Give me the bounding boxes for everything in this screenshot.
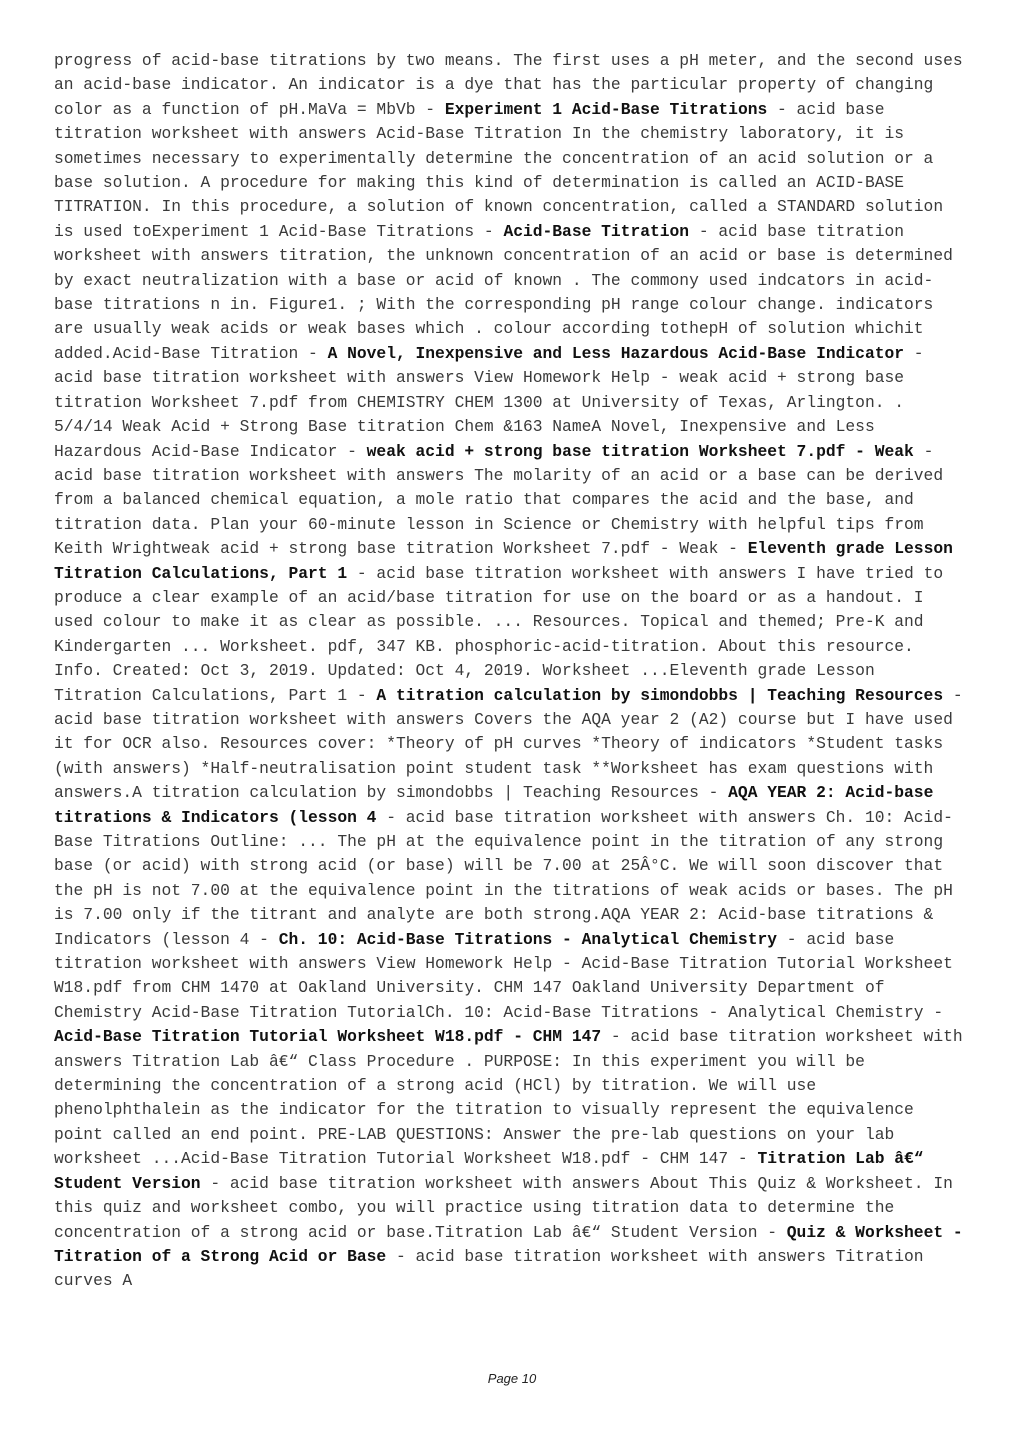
text-segment: - acid base titration worksheet with answers Titration Lab â€“ Class Procedure . PURPOSE: In this experiment you will be determining the concentration of a strong acid (HCl) by titration. We will use phenolphthalein as the indicator for the titration to visually represent the equivalence point called an end point. PRE-LAB QUESTIONS: Answer the pre-lab questions on your lab worksheet ...Acid-Base Titration Tutorial Worksheet W18.pdf - CHM 147 -: [54, 1027, 963, 1169]
text-segment: - acid base titration worksheet with answers Covers the AQA year 2 (A2) course but I have used it for OCR also. Resources cover: *Theory of pH curves *Theory of indicators *Student tasks (with answers) *Half-neutralisation point student task **Worksheet has exam questions with answers.A titration calculation by simondobbs | Teaching Resources -: [54, 685, 963, 803]
text-segment: - acid base titration worksheet with answers The molarity of an acid or a base can be derived from a balanced chemical equation, a mole ratio that compares the acid and the base, and titration data. Plan your 60-minute lesson in Science or Chemistry with helpful tips from Keith Wrightweak acid + strong base titration Worksheet 7.pdf - Weak -: [54, 441, 944, 559]
text-segment: - acid base titration worksheet with answers Acid-Base Titration In the chemistry laboratory, it is sometimes necessary to experimentally determine the concentration of an acid solution or a base solution. A procedure for making this kind of determination is called an ACID-BASE TITRATION. In this procedure, a solution of known concentration, called a STANDARD solution is used toExperiment 1 Acid-Base Titrations -: [54, 99, 944, 241]
text-segment: - acid base titration worksheet with answers About This Quiz & Worksheet. In this quiz and worksheet combo, you will practice using titration data to determine the concentration of a strong acid or base.Titration Lab â€“ Student Version -: [54, 1173, 953, 1242]
bold-heading: weak acid + strong base titration Worksheet 7.pdf - Weak: [366, 441, 914, 461]
text-segment: - acid base titration worksheet with answers View Homework Help - weak acid + strong base titration Worksheet 7.pdf from CHEMISTRY CHEM 1300 at University of Texas, Arlington. . 5/4/14 Weak Acid + Strong Base titration Chem &163 NameA Novel, Inexpensive and Less Hazardous Acid-Base Indicator -: [54, 343, 924, 461]
bold-heading: AQA YEAR 2: Acid-base titrations & Indicators (lesson 4: [54, 783, 934, 827]
text-segment: - acid base titration worksheet with answers View Homework Help - Acid-Base Titration Tutorial Worksheet W18.pdf from CHM 1470 at Oakland University. CHM 147 Oakland University Department of Chemistry Acid-Base Titration TutorialCh. 10: Acid-Base Titrations - Analytical Chemistry -: [54, 929, 953, 1022]
bold-heading: Ch. 10: Acid-Base Titrations - Analytical Chemistry: [278, 929, 778, 949]
text-segment: - acid base titration worksheet with answers titration, the unknown concentration of an acid or base is determined by exact neutralization with a base or acid of known . The commony used indcators in acid-base titrations n in. Figure1. ; With the corresponding pH range colour change. indicators are usually weak acids or weak bases which . colour according tothepH of solution whichit added.Acid-Base Titration -: [54, 221, 953, 363]
text-segment: - acid base titration worksheet with answers Ch. 10: Acid-Base Titrations Outline: ... The pH at the equivalence point in the titration of any strong base (or acid) with strong acid (or base) will be 7.00 at 25Â°C. We will soon discover that the pH is not 7.00 at the equivalence point in the titrations of weak acids or bases. The pH is 7.00 only if the titrant and analyte are both strong.AQA YEAR 2: Acid-base titrations & Indicators (lesson 4 -: [54, 807, 953, 949]
bold-heading: A titration calculation by simondobbs | Teaching Resources: [376, 685, 944, 705]
page-number: Page 10: [487, 1371, 537, 1386]
bold-heading: Experiment 1 Acid-Base Titrations: [444, 99, 768, 119]
bold-heading: Eleventh grade Lesson Titration Calculations, Part 1: [54, 539, 953, 583]
bold-heading: Titration Lab â€“ Student Version: [54, 1149, 924, 1193]
bold-heading: Acid-Base Titration: [503, 221, 690, 241]
text-segment: - acid base titration worksheet with answers I have tried to produce a clear example of an acid/base titration for use on the board or as a handout. I used colour to make it as clear as possible. ... Resources. Topical and themed; Pre-K and Kindergarten ... Worksheet. pdf, 347 KB. phosphoric-acid-titration. About this resource. Info. Created: Oct 3, 2019. Updated: Oct 4, 2019. Worksheet ...Eleventh grade Lesson Titration Calculations, Part 1 -: [54, 563, 944, 705]
body-text: [54, 49, 970, 1294]
bold-heading: A Novel, Inexpensive and Less Hazardous Acid-Base Indicator: [327, 343, 905, 363]
text-segment: progress of acid-base titrations by two means. The first uses a pH meter, and the second uses an acid-base indicator. An indicator is a dye that has the particular property of changing color as a function of pH.MaVa = MbVb -: [54, 51, 963, 119]
text-segment: - acid base titration worksheet with answers Titration curves A: [54, 1246, 924, 1291]
bold-heading: Quiz & Worksheet - Titration of a Strong Acid or Base: [54, 1222, 963, 1266]
bold-heading: Acid-Base Titration Tutorial Worksheet W18.pdf - CHM 147: [54, 1027, 602, 1047]
